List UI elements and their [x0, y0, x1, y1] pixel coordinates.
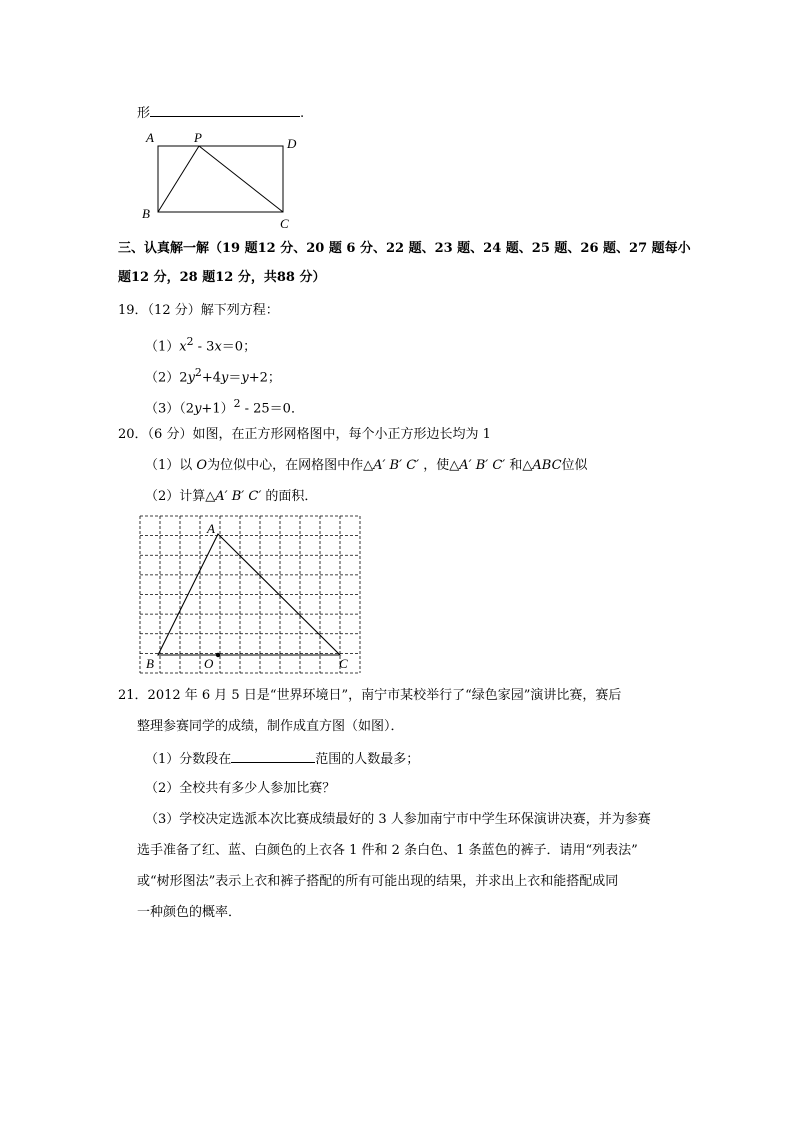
q21-part3-line1: （3）学校决定选派本次比赛成绩最好的 3 人参加南宁市中学生环保演讲决赛，并为参赛 — [145, 812, 651, 827]
var-x: x — [179, 339, 187, 355]
eq-text: 2 — [179, 370, 188, 386]
section-heading-line2: 题12 分，28 题12 分，共88 分） — [118, 270, 326, 285]
rectangle-abcd — [158, 146, 283, 212]
grid-figure — [138, 514, 364, 676]
point-o: O — [196, 458, 208, 473]
text: 和△ — [505, 458, 533, 473]
var-x: x — [214, 339, 222, 355]
answer-blank — [231, 750, 315, 763]
label-a: A — [146, 130, 154, 145]
exponent: 2 — [233, 397, 241, 410]
text: （2）计算△ — [145, 489, 216, 504]
section-heading-line1: 三、认真解一解（19 题12 分、20 题 6 分、22 题、23 题、24 题、25 题、26 题、27 题每小 — [118, 241, 691, 256]
q21-line1: 21．2012 年 6 月 5 日是“世界环境日”，南宁市某校举行了“绿色家园”演讲比赛，赛后 — [118, 688, 622, 703]
q21-part3-line2: 选手准备了红、蓝、白颜色的上衣各 1 件和 2 条白色、1 条蓝色的裤子．请用“列表法” — [137, 843, 638, 858]
segment-pc — [199, 146, 283, 212]
var-y: y — [241, 370, 249, 386]
label-d: D — [287, 136, 297, 151]
eq-text: +1） — [201, 401, 234, 417]
tail-char: 形 — [137, 106, 151, 121]
text: 范围的人数最多； — [315, 752, 420, 767]
q20-part1 — [145, 458, 588, 474]
q21-part1 — [145, 750, 419, 768]
tail-period: . — [300, 106, 305, 121]
q19-part1 — [145, 334, 256, 355]
text: 位似 — [561, 458, 588, 473]
eq-text: （2 — [179, 401, 195, 417]
eq-text: ‑ 25＝0． — [240, 401, 304, 417]
var-y: y — [220, 370, 229, 386]
exponent: 2 — [194, 366, 202, 379]
part-num: （3） — [145, 401, 180, 417]
segment-pb — [158, 146, 199, 212]
rectangle-figure — [135, 128, 310, 233]
answer-blank — [150, 104, 300, 117]
eq-text: ＝0； — [221, 339, 257, 355]
triangle-name: A′ B′ C′ — [215, 489, 262, 504]
text: ，使△ — [419, 458, 460, 473]
grid-label-c: C — [339, 656, 348, 671]
q21-part2: （2）全校共有多少人参加比赛？ — [145, 781, 336, 796]
text: （1）以 — [145, 458, 197, 473]
q21-line2: 整理参赛同学的成绩，制作成直方图（如图）． — [137, 719, 404, 734]
var-y: y — [194, 401, 202, 417]
q21-part3-line3: 或“树形图法”表示上衣和裤子搭配的所有可能出现的结果，并求出上衣和能搭配成同 — [137, 874, 619, 889]
grid-label-o: O — [204, 656, 214, 671]
q20-part2 — [145, 489, 317, 505]
eq-text: +4 — [201, 370, 221, 386]
text: （1）分数段在 — [145, 752, 232, 767]
grid-label-a: A — [207, 521, 215, 536]
q19-head: 19．（12 分）解下列方程： — [118, 303, 279, 318]
point-o-dot — [216, 653, 220, 657]
text: 为位似中心，在网格图中作△ — [207, 458, 374, 473]
triangle-name: A′ B′ C′ — [373, 458, 420, 473]
triangle-name: A′ B′ C′ — [459, 458, 506, 473]
eq-text: ＝ — [228, 370, 242, 386]
part-num: （1） — [145, 339, 180, 355]
q19-part3 — [145, 396, 304, 417]
eq-text: +2； — [248, 370, 281, 386]
q19-part2 — [145, 365, 281, 386]
var-y: y — [187, 370, 195, 386]
exponent: 2 — [186, 335, 194, 348]
label-b: B — [142, 206, 150, 221]
label-p: P — [194, 130, 202, 145]
text: 的面积． — [261, 489, 318, 504]
prev-question-tail — [137, 104, 304, 122]
grid-label-b: B — [146, 656, 154, 671]
eq-text: ‑ 3 — [193, 339, 215, 355]
triangle-name: ABC — [532, 458, 562, 473]
q20-head: 20．（6 分）如图，在正方形网格图中，每个小正方形边长均为 1 — [118, 427, 491, 442]
label-c: C — [280, 216, 289, 231]
q21-part3-line4: 一种颜色的概率． — [137, 905, 242, 920]
part-num: （2） — [145, 370, 180, 386]
